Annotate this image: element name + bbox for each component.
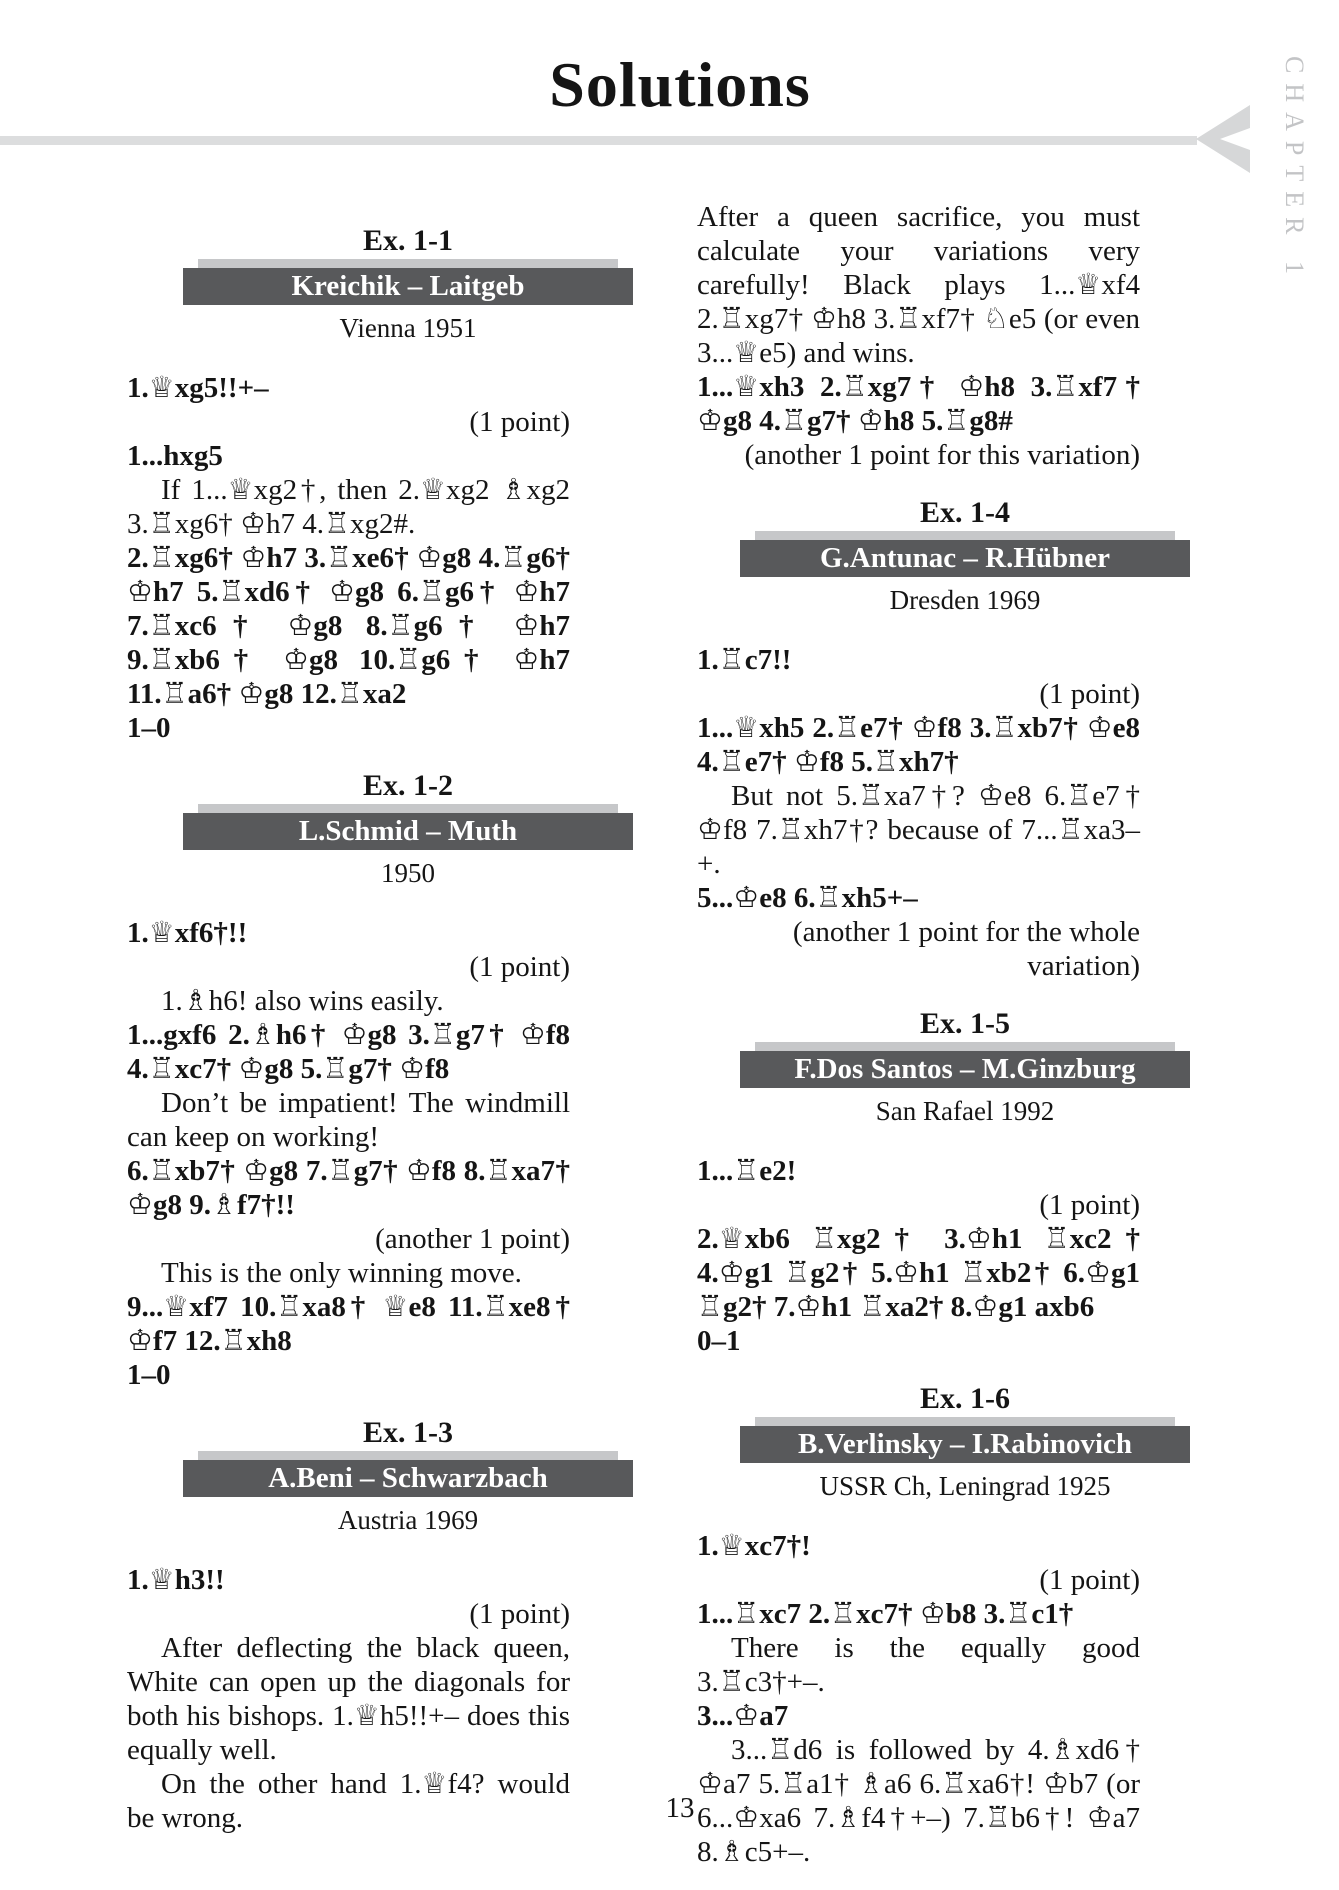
exercise-header [740, 1007, 1190, 1128]
exercise-heading: Ex. 1-2 [363, 769, 453, 802]
players-bar-label: A.Beni – Schwarzbach [183, 1460, 633, 1497]
points-note: (1 point) [469, 951, 570, 983]
result-line: 1–0 [127, 712, 171, 744]
players-bar-label: G.Antunac – R.Hübner [740, 540, 1190, 577]
points-note: (1 point) [469, 406, 570, 438]
players-bar [183, 268, 633, 305]
page-number: 13 [665, 1792, 695, 1824]
commentary: On the other hand 1.♕f4? would be wrong. [127, 1768, 570, 1834]
venue-label: San Rafael 1992 [875, 1096, 1055, 1126]
exercise-header [740, 496, 1190, 617]
commentary: If 1...♕xg2†, then 2.♕xg2 ♗xg2 3.♖xg6† ♔h7 4.♖xg2#. [127, 474, 570, 540]
commentary: There is the equally good 3.♖c3†+–. [697, 1632, 1140, 1698]
exercise-header [183, 769, 633, 890]
commentary: After deflecting the black queen, White can open up the diagonals for both his bishops. 1.♕h5!!+– does this equally well. [127, 1632, 570, 1766]
chapter-tab-label: CHAPTER 1 [1280, 56, 1309, 284]
right-column [697, 200, 1140, 1869]
move-line: 5...♔e8 6.♖xh5+– [697, 882, 918, 914]
venue-label: Vienna 1951 [339, 313, 477, 343]
exercise-header [740, 1382, 1190, 1503]
exercise-heading: Ex. 1-6 [920, 1382, 1010, 1415]
commentary: But not 5.♖xa7†? ♔e8 6.♖e7† ♔f8 7.♖xh7†? because of 7...♖xa3–+. [697, 780, 1140, 880]
move-line: 1.♖c7!! [697, 644, 792, 676]
players-bar [740, 1051, 1190, 1088]
move-line: 1.♕xg5!!+– [127, 372, 269, 404]
result-line: 0–1 [697, 1325, 741, 1357]
points-note: (another 1 point) [375, 1223, 570, 1255]
players-bar [740, 540, 1190, 577]
move-line: 3...♔a7 [697, 1700, 789, 1732]
points-note: (1 point) [1039, 678, 1140, 710]
venue-label: Austria 1969 [337, 1505, 479, 1535]
move-line: 1...gxf6 2.♗h6† ♔g8 3.♖g7† ♔f8 4.♖xc7† ♔g8 5.♖g7† ♔f8 [127, 1019, 570, 1085]
move-line: 9...♕xf7 10.♖xa8† ♕e8 11.♖xe8† ♔f7 12.♖xh8 [127, 1291, 570, 1357]
players-bar-label: F.Dos Santos – M.Ginzburg [740, 1051, 1190, 1088]
players-bar-label: B.Verlinsky – I.Rabinovich [740, 1426, 1190, 1463]
players-bar [740, 1426, 1190, 1463]
result-line: 1–0 [127, 1359, 171, 1391]
players-bar [183, 813, 633, 850]
exercise-heading: Ex. 1-1 [363, 224, 453, 257]
move-line: 1...♖xc7 2.♖xc7† ♔b8 3.♖c1† [697, 1598, 1074, 1630]
players-bar [183, 1460, 633, 1497]
commentary: 1.♗h6! also wins easily. [161, 985, 444, 1017]
move-line: 1...♖e2! [697, 1155, 797, 1187]
move-line: 1.♕xc7†! [697, 1530, 811, 1562]
points-note: (1 point) [1039, 1564, 1140, 1596]
venue-label: 1950 [381, 858, 435, 888]
points-note: (1 point) [1039, 1189, 1140, 1221]
move-line: 1...hxg5 [127, 440, 223, 472]
commentary: 3...♖d6 is followed by 4.♗xd6† ♔a7 5.♖a1† ♗a6 6.♖xa6†! ♔b7 (or 6...♔xa6 7.♗f4†+–) 7.♖b6†! ♔a7 8.♗c5+–. [697, 1734, 1140, 1868]
move-line: 1.♕xf6†!! [127, 917, 248, 949]
move-line: 2.♖xg6† ♔h7 3.♖xe6† ♔g8 4.♖g6† ♔h7 5.♖xd6† ♔g8 6.♖g6† ♔h7 7.♖xc6† ♔g8 8.♖g6† ♔h7 9.♖xb6† ♔g8 10.♖g6† ♔h7 11.♖a6† ♔g8 12.♖xa2 [127, 542, 570, 710]
exercise-header [183, 224, 633, 345]
move-line: 2.♕xb6 ♖xg2† 3.♔h1 ♖xc2† 4.♔g1 ♖g2† 5.♔h1 ♖xb2† 6.♔g1 ♖g2† 7.♔h1 ♖xa2† 8.♔g1 axb6 [697, 1223, 1140, 1323]
points-note: (1 point) [469, 1598, 570, 1630]
commentary: This is the only winning move. [161, 1257, 522, 1289]
page-title: Solutions [549, 49, 811, 120]
exercise-heading: Ex. 1-4 [920, 496, 1010, 529]
commentary: Don’t be impatient! The windmill can keep on working! [127, 1087, 570, 1153]
commentary: After a queen sacrifice, you must calculate your variations very carefully! Black plays 1...♕xf4 2.♖xg7† ♔h8 3.♖xf7† ♘e5 (or even 3...♕e5) and wins. [697, 201, 1140, 369]
move-line: 6.♖xb7† ♔g8 7.♖g7† ♔f8 8.♖xa7† ♔g8 9.♗f7†!! [127, 1155, 570, 1221]
venue-label: Dresden 1969 [889, 585, 1041, 615]
exercise-heading: Ex. 1-3 [363, 1416, 453, 1449]
players-bar-label: L.Schmid – Muth [183, 813, 633, 850]
exercise-header [183, 1416, 633, 1537]
venue-label: USSR Ch, Leningrad 1925 [819, 1471, 1111, 1501]
exercise-heading: Ex. 1-5 [920, 1007, 1010, 1040]
move-line: 1...♕xh3 2.♖xg7† ♔h8 3.♖xf7† ♔g8 4.♖g7† ♔h8 5.♖g8# [697, 371, 1140, 437]
points-note: (another 1 point for this variation) [744, 439, 1140, 471]
move-line: 1.♕h3!! [127, 1564, 225, 1596]
header-rule [0, 136, 1197, 145]
chapter-arrow-icon [1196, 105, 1250, 178]
players-bar-label: Kreichik – Laitgeb [183, 268, 633, 305]
points-note: (another 1 point for the whole variation) [792, 916, 1140, 982]
move-line: 1...♕xh5 2.♖e7† ♔f8 3.♖xb7† ♔e8 4.♖e7† ♔f8 5.♖xh7† [697, 712, 1140, 778]
left-column [127, 200, 570, 1835]
